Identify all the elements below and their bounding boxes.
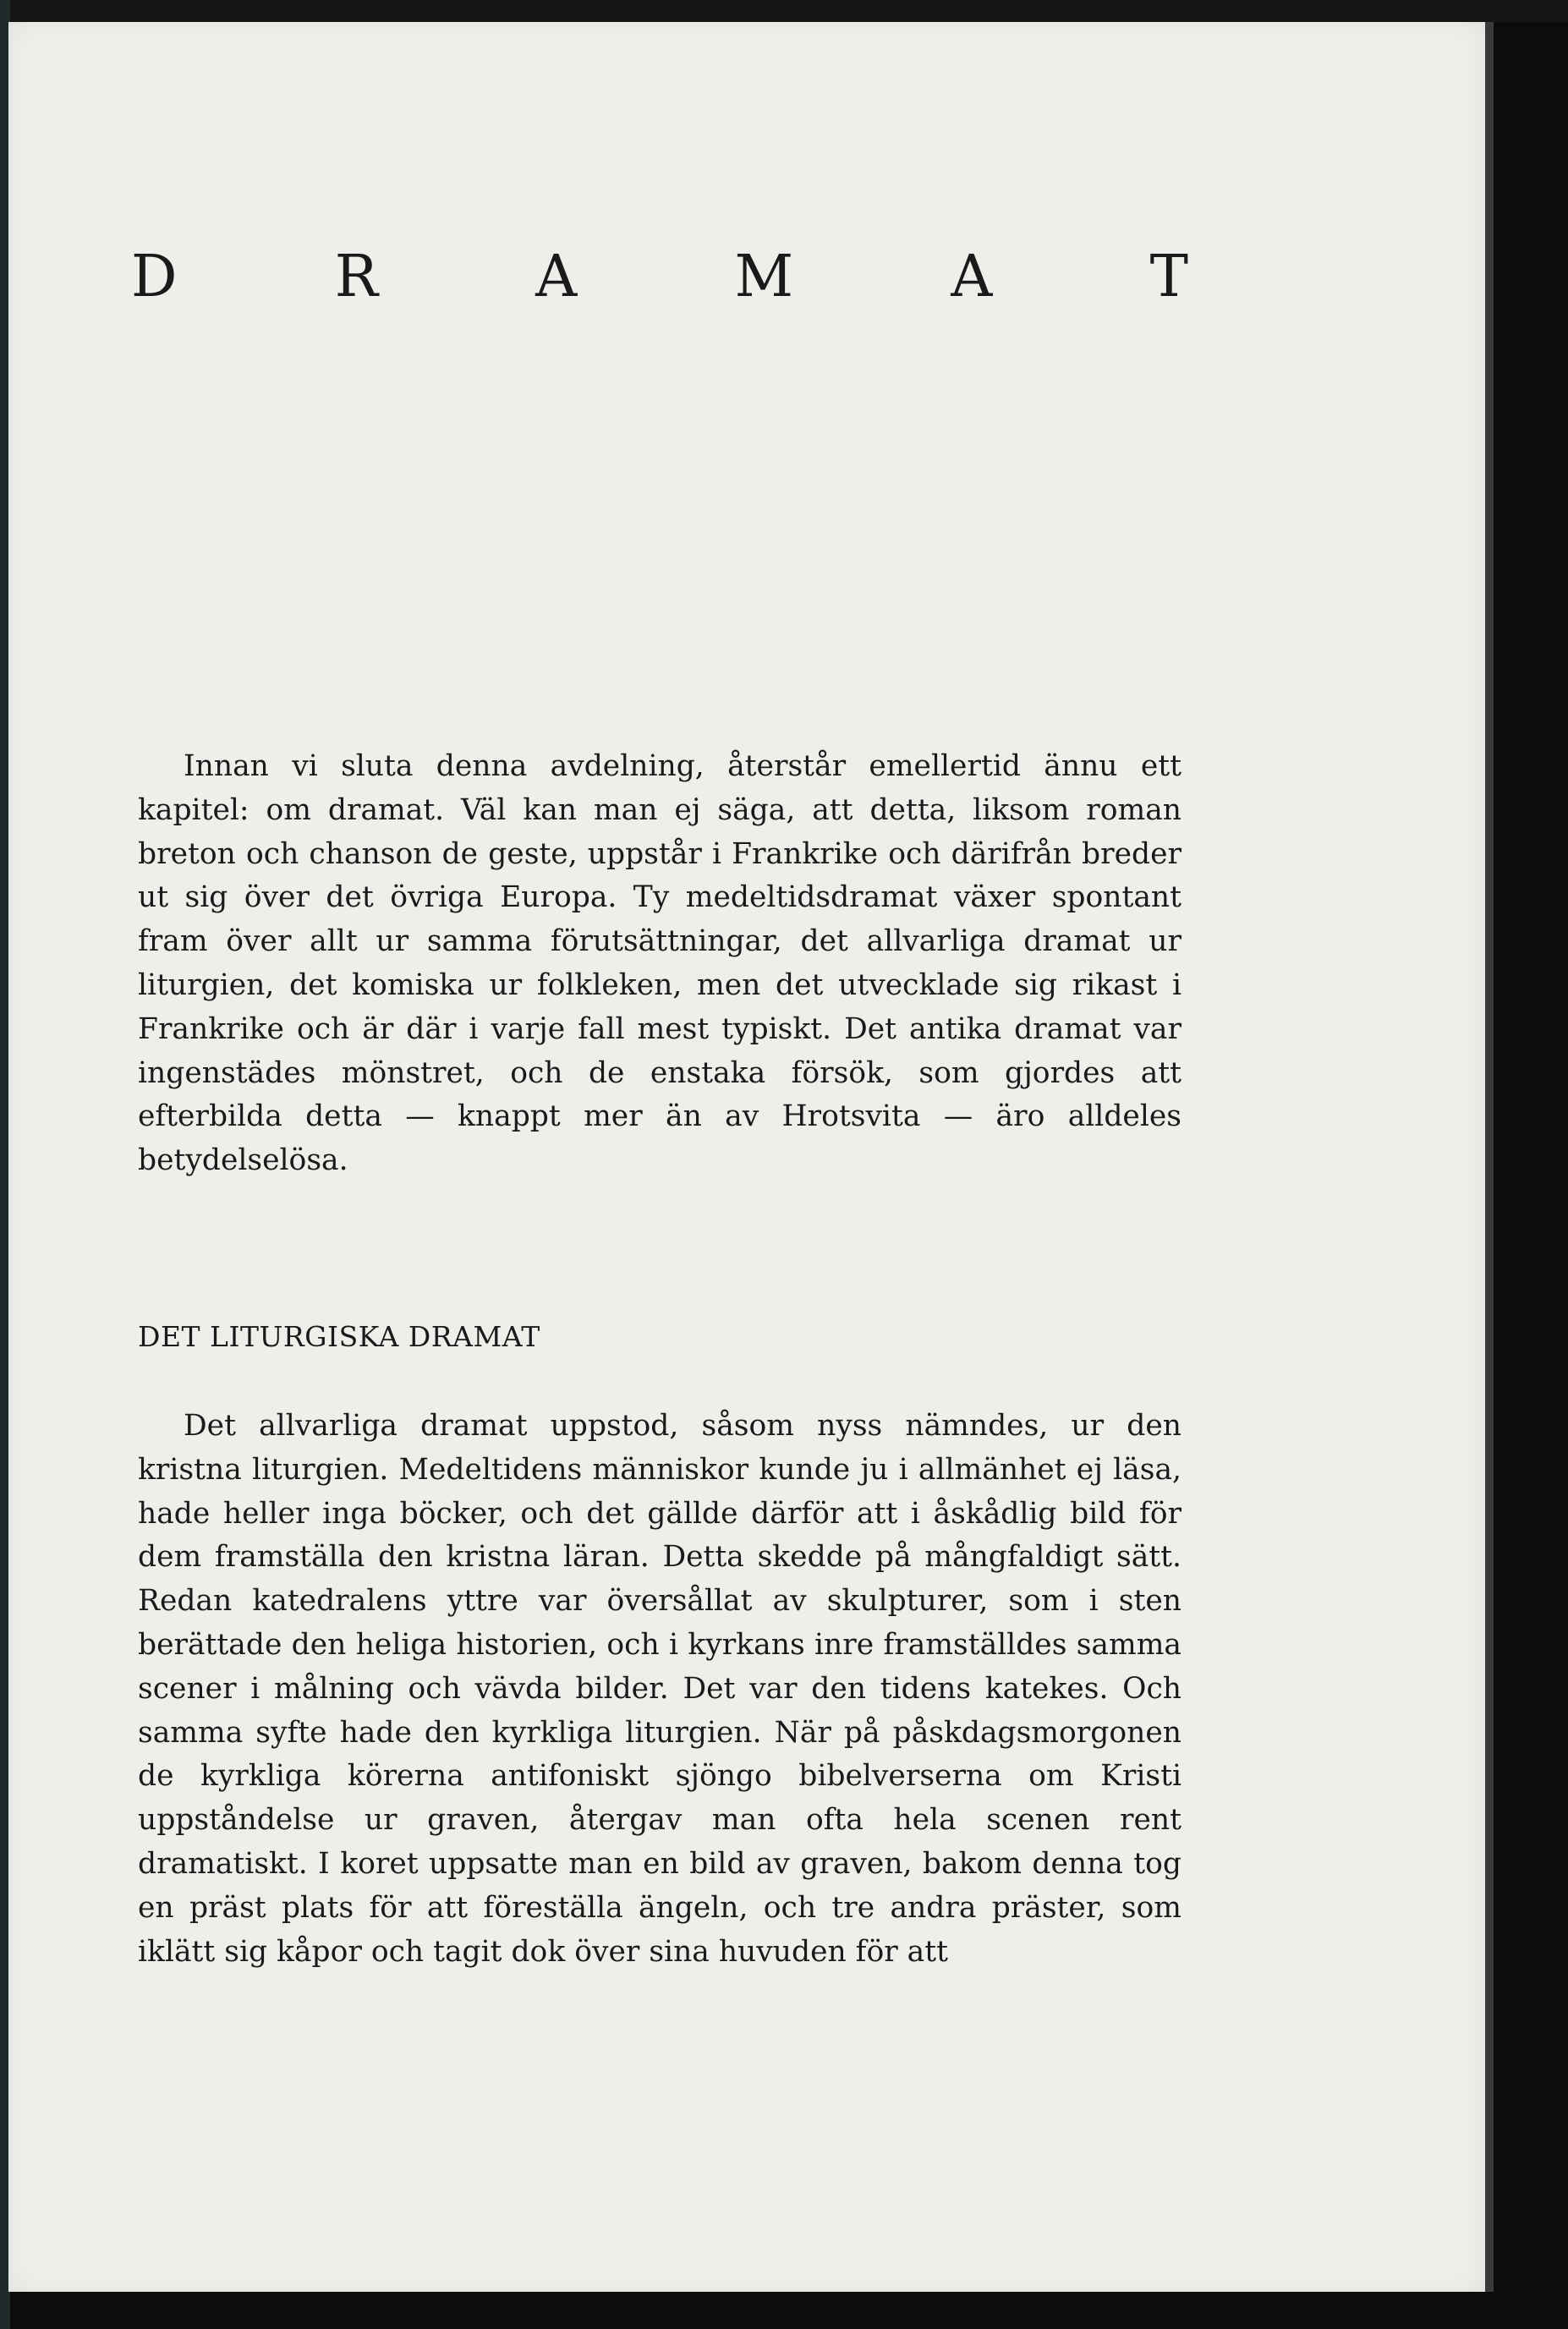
body-paragraph: Det allvarliga dramat uppstod, såsom nyss nämndes, ur den kristna liturgien. Medeltidens människor kunde ju i allmänhet ej läsa, hade heller inga böcker, och det gällde därför att i åskådlig bild för dem framställa den kristna läran. Detta skedde på mångfaldigt sätt. Redan katedralens yttre var översållat av skulpturer, som i sten berättade den heliga historien, och i kyrkans inre framställdes samma scener i målning och vävda bilder. Det var den tidens katekes. Och samma syfte hade den kyrkliga liturgien. När på påskdagsmorgonen de kyrkliga körerna antifoniskt sjöngo bibelverserna om Kristi uppståndelse ur graven, återgav man ofta hela scenen rent dramatiskt. I koret uppsatte man en bild av graven, bakom denna tog en präst plats för att föreställa ängeln, och tre andra präster, som iklätt sig kåpor och tagit dok över sina huvuden för att: [138, 1409, 1181, 1969]
title-letter: R: [334, 244, 378, 310]
title-letter: M: [734, 244, 794, 310]
title-letter: A: [535, 244, 578, 310]
book-page: [8, 22, 1485, 2292]
section-heading: DET LITURGISKA DRAMAT: [138, 1320, 540, 1353]
scan-top-band: [0, 0, 1568, 22]
title-letter: D: [131, 244, 178, 310]
intro-paragraph: Innan vi sluta denna avdelning, återstår emellertid ännu ett kapitel: om dramat. Väl kan man ej säga, att detta, liksom roman breton och chanson de geste, uppstår i Frankrike och därifrån breder ut sig över det övriga Europa. Ty medeltidsdramat växer spontant fram över allt ur samma förutsättningar, det allvarliga dramat ur liturgien, det komiska ur folkleken, men det utvecklade sig rikast i Frankrike och är där i varje fall mest typiskt. Det antika dramat var ingenstädes mönstret, och de enstaka försök, som gjordes att efterbilda detta — knappt mer än av Hrotsvita — äro alldeles betydelselösa.: [138, 749, 1181, 1178]
title-letter: T: [1149, 244, 1188, 310]
scan-page-edge: [1485, 22, 1494, 2292]
title-letter: A: [951, 244, 993, 310]
chapter-title: [131, 244, 1188, 311]
